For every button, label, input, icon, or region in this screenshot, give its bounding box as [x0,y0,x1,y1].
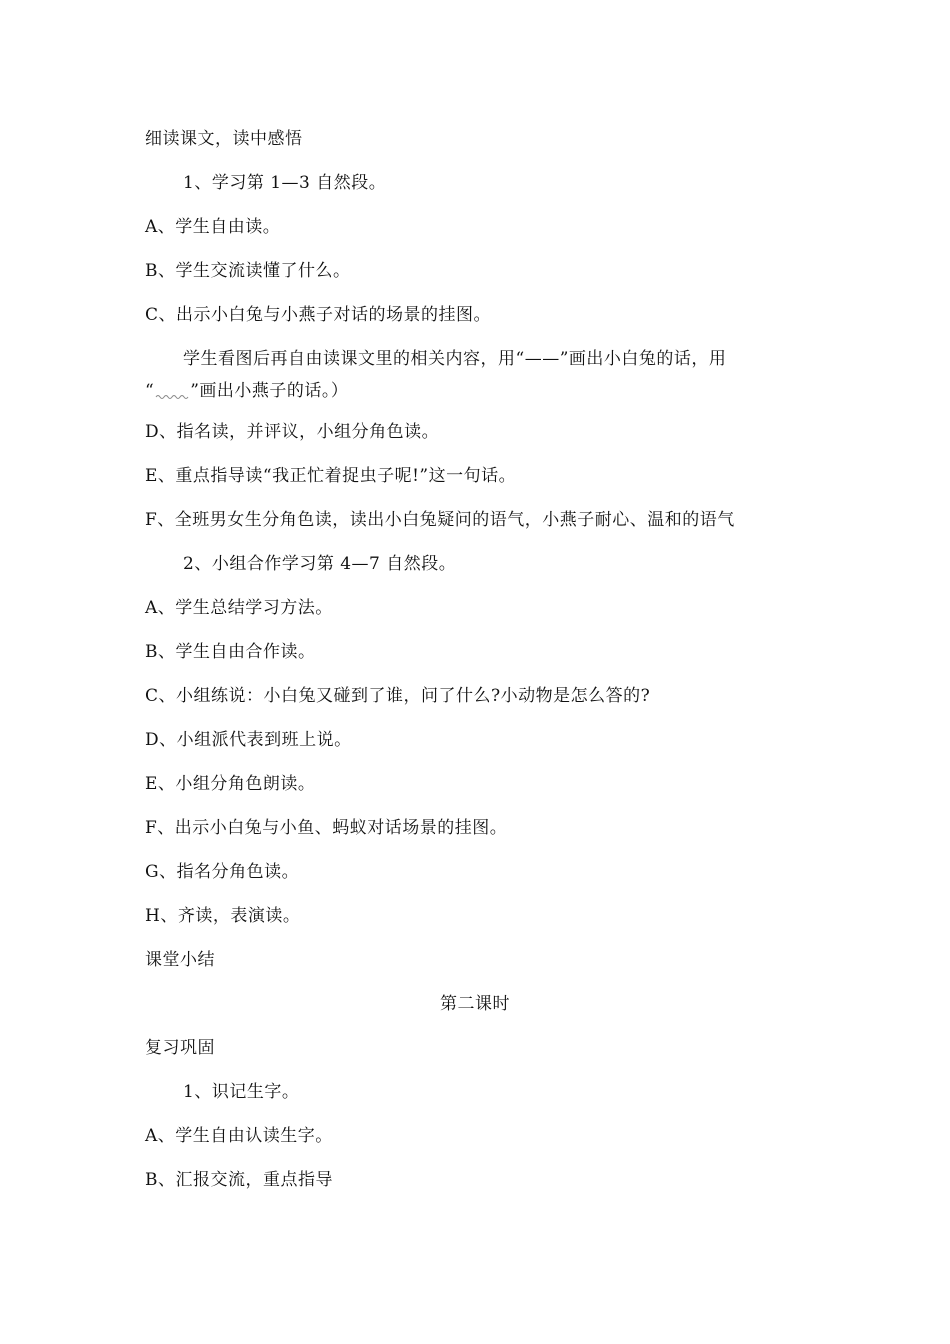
text-line: C、小组练说：小白兔又碰到了谁，问了什么?小动物是怎么答的? [145,686,651,706]
text-line: G、指名分角色读。 [145,862,300,882]
lesson-title: 第二课时 [440,994,510,1014]
step-heading: 1、学习第 1—3 自然段。 [183,173,387,193]
section-heading: 课堂小结 [145,950,215,970]
text-line: F、全班男女生分角色读，读出小白兔疑问的语气，小燕子耐心、温和的语气 [145,510,735,530]
text-line: A、学生自由认读生字。 [145,1126,333,1146]
text-line: F、出示小白兔与小鱼、蚂蚁对话场景的挂图。 [145,818,508,838]
text-line: E、小组分角色朗读。 [145,774,316,794]
text-line: 学生看图后再自由读课文里的相关内容，用“——”画出小白兔的话，用 [183,349,727,369]
section-heading: 细读课文，读中感悟 [145,129,303,149]
step-heading: 2、小组合作学习第 4—7 自然段。 [183,554,457,574]
open-quote: “ [145,381,155,401]
text-line-wavy [145,380,348,402]
text-line: D、指名读，并评议，小组分角色读。 [145,422,440,442]
text-line-rest: ”画出小燕子的话。） [190,381,349,401]
text-line: C、出示小白兔与小燕子对话的场景的挂图。 [145,305,492,325]
section-heading: 复习巩固 [145,1038,215,1058]
text-line: B、学生自由合作读。 [145,642,316,662]
text-line: A、学生总结学习方法。 [145,598,333,618]
text-line: A、学生自由读。 [145,217,281,237]
step-heading: 1、识记生字。 [183,1082,300,1102]
text-line: H、齐读，表演读。 [145,906,301,926]
text-line: E、重点指导读“我正忙着捉虫子呢!”这一句话。 [145,466,517,486]
text-line: B、汇报交流，重点指导 [145,1170,333,1190]
wavy-underline-icon [154,386,190,400]
text-line: B、学生交流读懂了什么。 [145,261,351,281]
text-line: D、小组派代表到班上说。 [145,730,352,750]
